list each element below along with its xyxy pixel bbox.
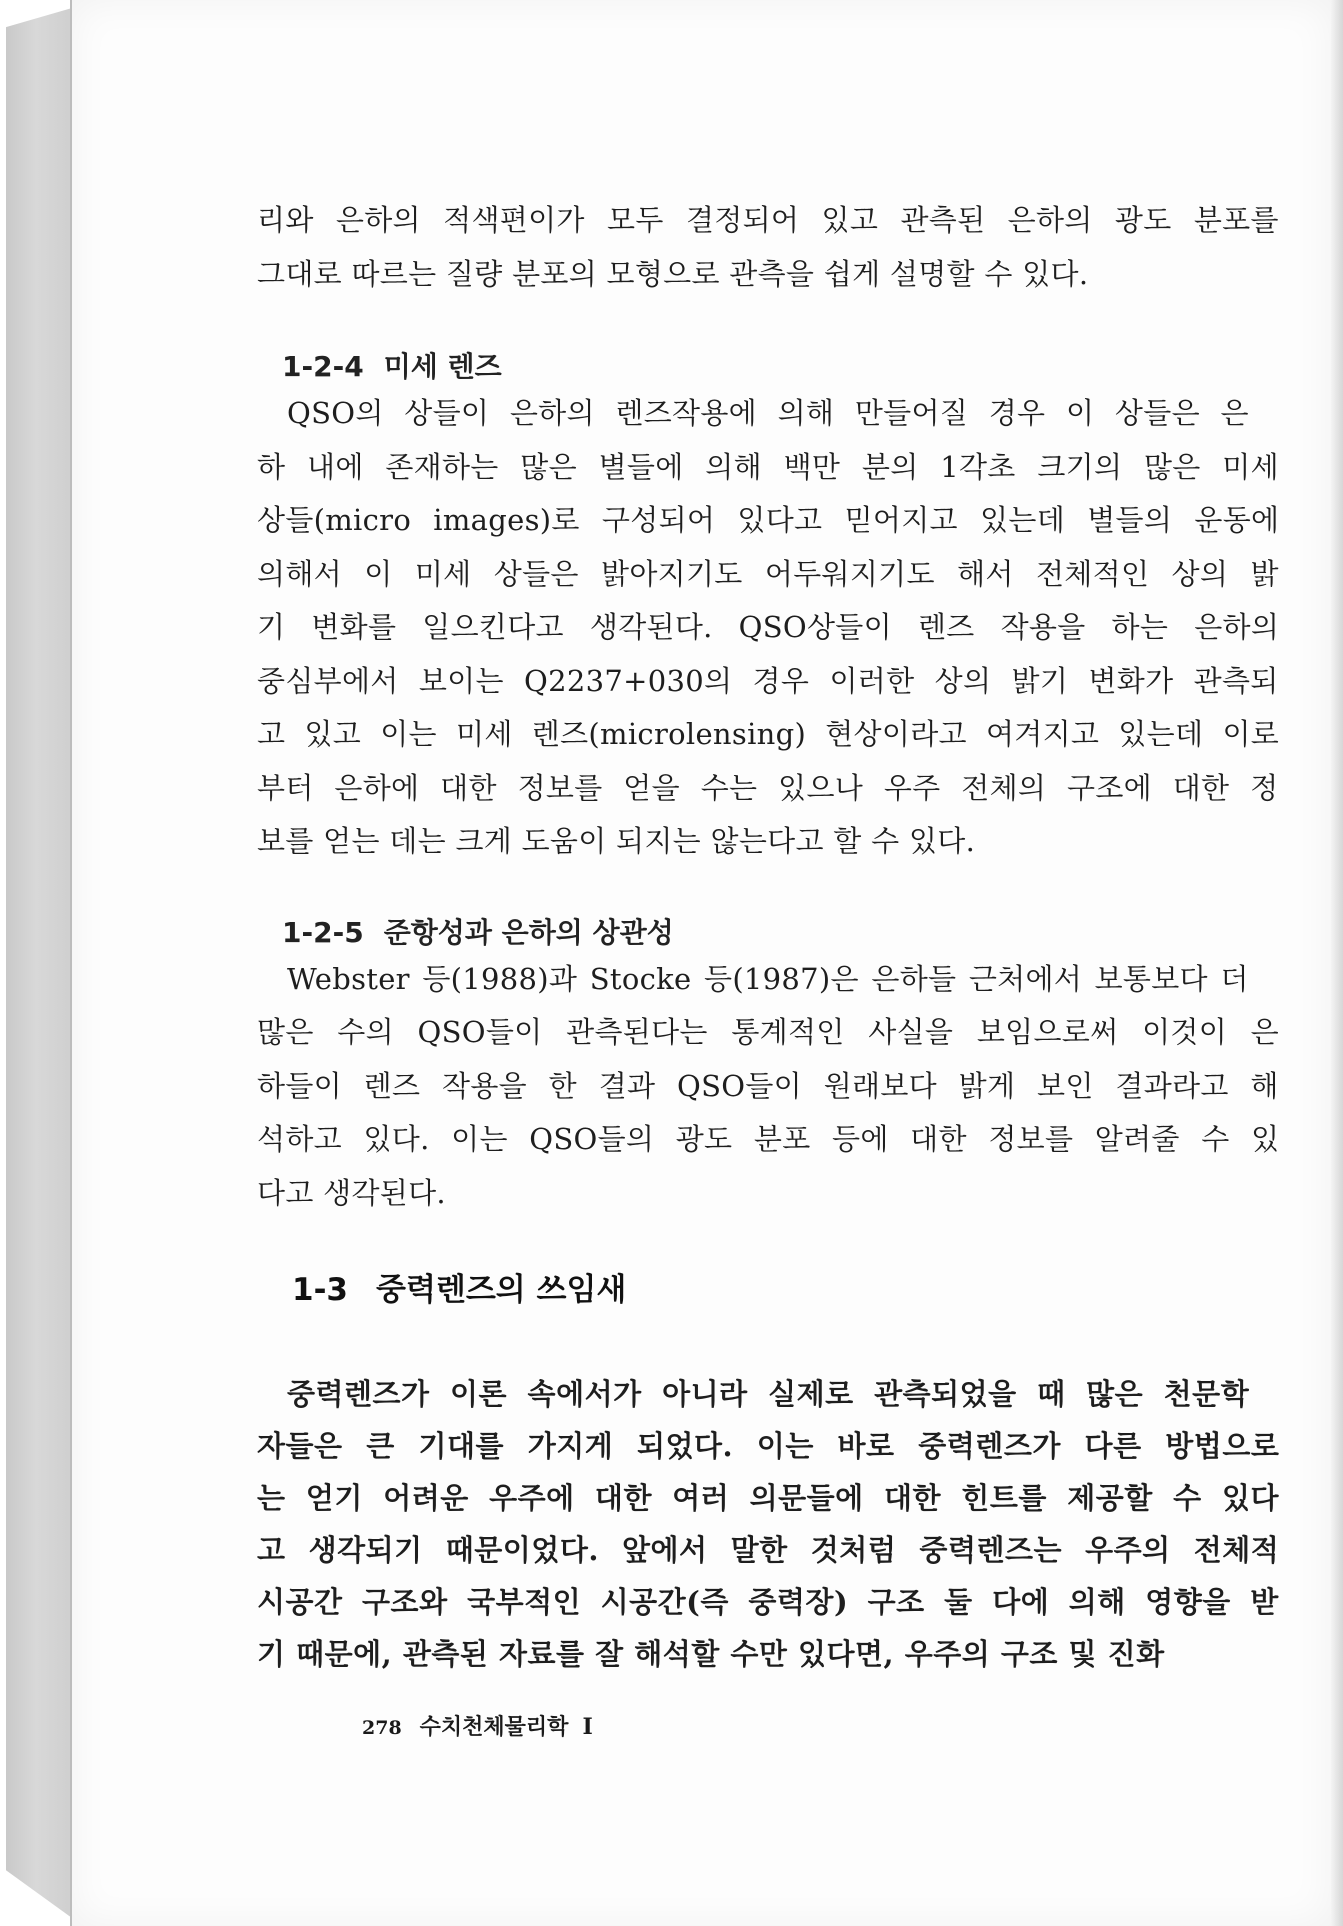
text-line: 자들은 큰 기대를 가지게 되었다. 이는 바로 중력렌즈가 다른 방법으로 — [257, 1429, 1280, 1463]
section-title: 중력렌즈의 쓰임새 — [376, 1272, 627, 1308]
text-line: 상들(micro images)로 구성되어 있다고 믿어지고 있는데 별들의 운동에 — [257, 503, 1280, 537]
page-right-edge — [1331, 0, 1343, 1926]
section-title: 미세 렌즈 — [383, 350, 502, 383]
text-line: 기 때문에, 관측된 자료를 잘 해석할 수만 있다면, 우주의 구조 및 진화 — [257, 1637, 1165, 1671]
section-heading-1-2-5 — [257, 913, 1279, 953]
text-line: 중력렌즈가 이론 속에서가 아니라 실제로 관측되었을 때 많은 천문학 — [287, 1377, 1250, 1411]
text-line: 시공간 구조와 국부적인 시공간(즉 중력장) 구조 둘 다에 의해 영향을 받 — [257, 1585, 1279, 1619]
text-line: 중심부에서 보이는 Q2237+030의 경우 이러한 상의 밝기 변화가 관측되 — [257, 663, 1279, 698]
text-line: 고 생각되기 때문이었다. 앞에서 말한 것처럼 중력렌즈는 우주의 전체적 — [257, 1533, 1280, 1567]
intro-paragraph — [257, 194, 1279, 301]
text-line: 리와 은하의 적색편이가 모두 결정되어 있고 관측된 은하의 광도 분포를 — [257, 203, 1279, 237]
text-line: 석하고 있다. 이는 QSO들의 광도 분포 등에 대한 정보를 알려줄 수 있 — [257, 1122, 1280, 1156]
page-footer — [362, 1710, 593, 1741]
text-line: 고 있고 이는 미세 렌즈(microlensing) 현상이라고 여겨지고 있는데 이로 — [257, 717, 1280, 751]
uses-paragraph — [257, 1368, 1279, 1680]
book-title: 수치천체물리학 — [419, 1714, 569, 1740]
microlensing-paragraph — [257, 387, 1279, 869]
text-line: 는 얻기 어려운 우주에 대한 여러 의문들에 대한 힌트를 제공할 수 있다 — [257, 1481, 1279, 1515]
section-title: 준항성과 은하의 상관성 — [383, 915, 674, 949]
section-heading-1-2-4 — [257, 347, 1279, 387]
text-line: 기 변화를 일으킨다고 생각된다. QSO상들이 렌즈 작용을 하는 은하의 — [257, 610, 1280, 644]
text-line: 부터 은하에 대한 정보를 얻을 수는 있으나 우주 전체의 구조에 대한 정 — [257, 770, 1279, 805]
text-line: 의해서 이 미세 상들은 밝아지기도 어두워지기도 해서 전체적인 상의 밝 — [257, 556, 1279, 591]
text-line: 보를 얻는 데는 크게 도움이 되지는 않는다고 할 수 있다. — [257, 824, 976, 858]
section-heading-1-3 — [257, 1268, 1279, 1312]
section-number: 1-3 — [292, 1272, 349, 1308]
text-line: 그대로 따르는 질량 분포의 모형으로 관측을 쉽게 설명할 수 있다. — [257, 256, 1089, 291]
book-page — [72, 0, 1331, 1926]
page-number: 278 — [362, 1717, 402, 1739]
text-line: 하들이 렌즈 작용을 한 결과 QSO들이 원래보다 밝게 보인 결과라고 해 — [257, 1068, 1279, 1103]
volume-number: I — [582, 1714, 593, 1740]
text-line: 하 내에 존재하는 많은 별들에 의해 백만 분의 1각초 크기의 많은 미세 — [257, 449, 1279, 484]
text-line: Webster 등(1988)과 Stocke 등(1987)은 은하들 근처에서 보통보다 더 — [287, 961, 1249, 996]
section-number: 1-2-4 — [282, 350, 364, 383]
page-content — [257, 203, 1280, 1680]
text-line: 다고 생각된다. — [257, 1175, 446, 1210]
text-line: 많은 수의 QSO들이 관측된다는 통계적인 사실을 보임으로써 이것이 은 — [257, 1015, 1279, 1049]
book-spine — [6, 8, 72, 1918]
qso-correlation-paragraph — [257, 953, 1279, 1221]
text-line: QSO의 상들이 은하의 렌즈작용에 의해 만들어질 경우 이 상들은 은 — [287, 396, 1249, 430]
section-number: 1-2-5 — [282, 915, 364, 949]
